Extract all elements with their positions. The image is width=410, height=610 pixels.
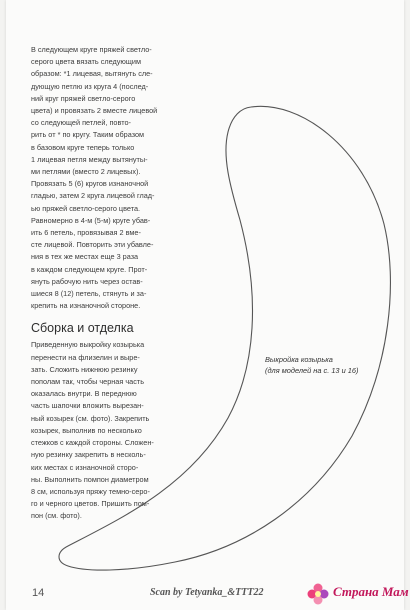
knitting-instructions-paragraph: В следующем круге пряжей светло- серого цвета вязать следующим образом: *1 лицевая, вытянуть сле- дующую петлю из круга 4 (послед- ний круг пряжей светло-серого цвета) и провязать 2 вместе лицевой со следующей петлей, повто- рить от * по кругу. Таким образом в базовом круге теперь только 1 лицевая петля между вытянуты- ми петлями (вместо 2 лицевых). Провязать 5 (6) кругов изнаночной гладью, затем 2 круга лицевой глад- ью пряжей светло-серого цвета. Равномерно в 4-м (5-м) круге убав- ить 6 петель, провязывая 2 вме- сте лицевой. Повторить эти убавле- ния в тех же местах еще 3 раза в каждом следующем круге. Прот- януть рабочую нить через остав- шиеся 8 (12) петель, стянуть и за- крепить на изнаночной стороне. xyxy=(31,45,158,311)
flower-icon xyxy=(306,582,330,606)
template-caption-note: (для моделей на с. 13 и 16) xyxy=(265,366,359,375)
template-caption-title: Выкройка козырька xyxy=(265,355,333,364)
page-number: 14 xyxy=(32,587,45,599)
visor-template-shape xyxy=(59,106,390,570)
site-watermark xyxy=(302,577,410,610)
section-heading: Сборка и отделка xyxy=(31,321,134,336)
scan-credit: Scan by Tetyanka_&TTT22 xyxy=(150,587,264,598)
watermark-text: Страна Мам xyxy=(333,584,409,599)
assembly-instructions-paragraph: Приведенную выкройку козырька перенести на флизелин и выре- зать. Сложить нижнюю резинку пополам так, чтобы черная часть оказалась внутри. В переднюю часть шапочки вложить вырезан- ный козырек (см. фото). Закрепить козырек, выполнив по несколько стежков с каждой стороны. Сложен- ную резинку закрепить в несколь- ких местах с изнаночной сторо- ны. Выполнить помпон диаметром 8 см, используя пряжу темно-серо- го и черного цветов. Пришить пом- пон (см. фото). xyxy=(31,340,154,521)
template-caption xyxy=(265,354,395,376)
